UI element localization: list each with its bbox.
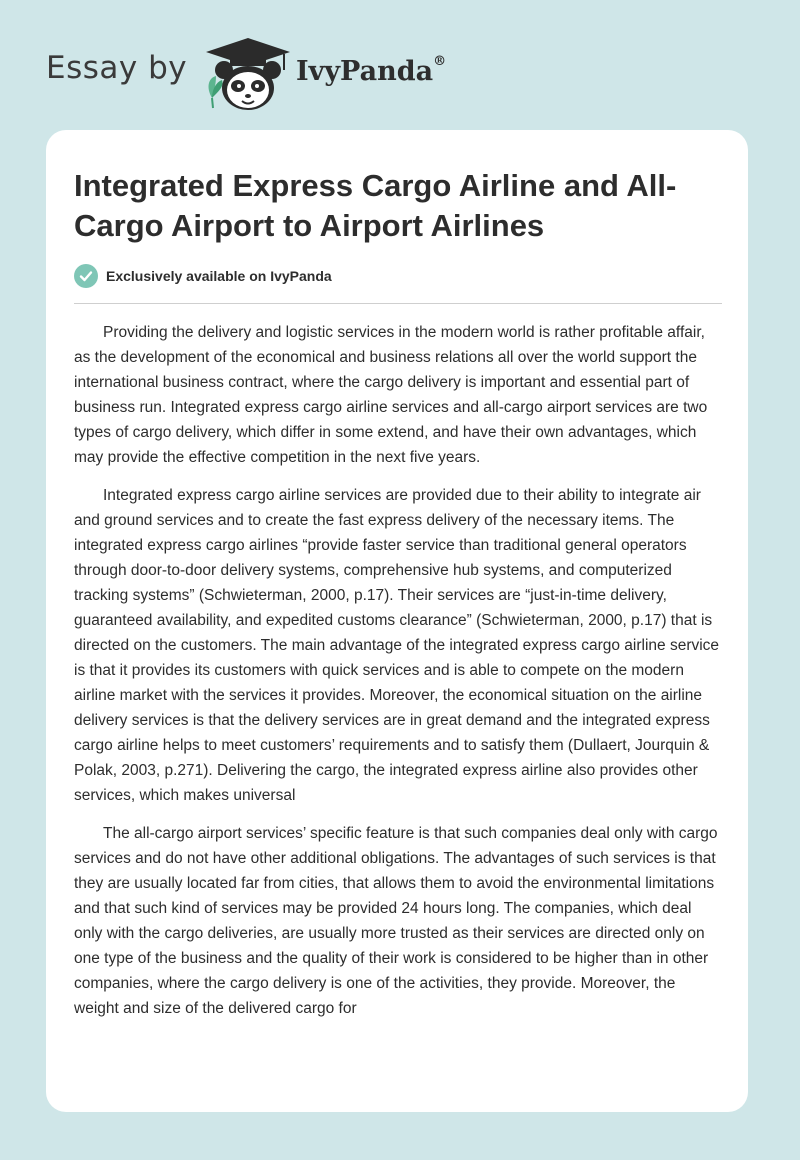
paragraph: Providing the delivery and logistic services in the modern world is rather profitable affair, as the development of the economical and business relations all over the world support the international business contract, where the cargo delivery is important and essential part of business run. Integrated express cargo airline services and all-cargo airport services are two types of cargo delivery, which differ in some extend, and have their own advantages, which may provide the effective competition in the next five years. (74, 324, 708, 466)
check-circle-icon (74, 264, 98, 288)
panda-graduate-icon[interactable] (200, 36, 296, 112)
badge-label: Exclusively available on IvyPanda (106, 268, 332, 284)
essay-title: Integrated Express Cargo Airline and All-Cargo Airport to Airport Airlines (74, 168, 677, 243)
paragraph: The all-cargo airport services’ specific feature is that such companies deal only with cargo services and do not have other additional obligations. The advantages of such services is that they are usually located far from cities, that allows them to avoid the environmental limitations and that such kind of services may be provided 24 hours long. The companies, which deal only with the cargo deliveries, are usually more trusted as their services are directed only on one type of the business and the quality of their work is considered to be higher than in other companies, where the cargo delivery is one of the activities, they provide. Moreover, the weight and size of the delivered cargo for (74, 825, 718, 1017)
divider (74, 303, 722, 304)
site-header (0, 0, 800, 130)
essay-by-label: Essay by (46, 50, 188, 86)
essay-card (46, 130, 748, 1112)
paragraph: Integrated express cargo airline services are provided due to their ability to integrate air and ground services and to create the fast express delivery of the necessary items. The integrated express cargo airlines “provide faster service than traditional general operators through door-to-door delivery systems, comprehensive hub systems, and computerized tracking systems” (Schwieterman, 2000, p.17). Their services are “just-in-time delivery, guaranteed availability, and expedited customs clearance” (Schwieterman, 2000, p.17) that is directed on the customers. The main advantage of the integrated express cargo airline service is that it provides its customers with quick services and is able to compete on the modern airline market with the services it provides. Moreover, the economical situation on the airline delivery services is that the delivery services are in great demand and the integrated express cargo airline helps to meet customers’ requirements and to satisfy them (Dullaert, Jourquin & Polak, 2003, p.271). Delivering the cargo, the integrated express airline also provides other services, which makes universal (74, 487, 720, 804)
essay-body (74, 320, 724, 1034)
registered-mark: ® (433, 54, 447, 69)
brand-label: IvyPanda (296, 56, 434, 87)
exclusive-badge (74, 264, 332, 288)
brand-name[interactable] (296, 56, 446, 87)
